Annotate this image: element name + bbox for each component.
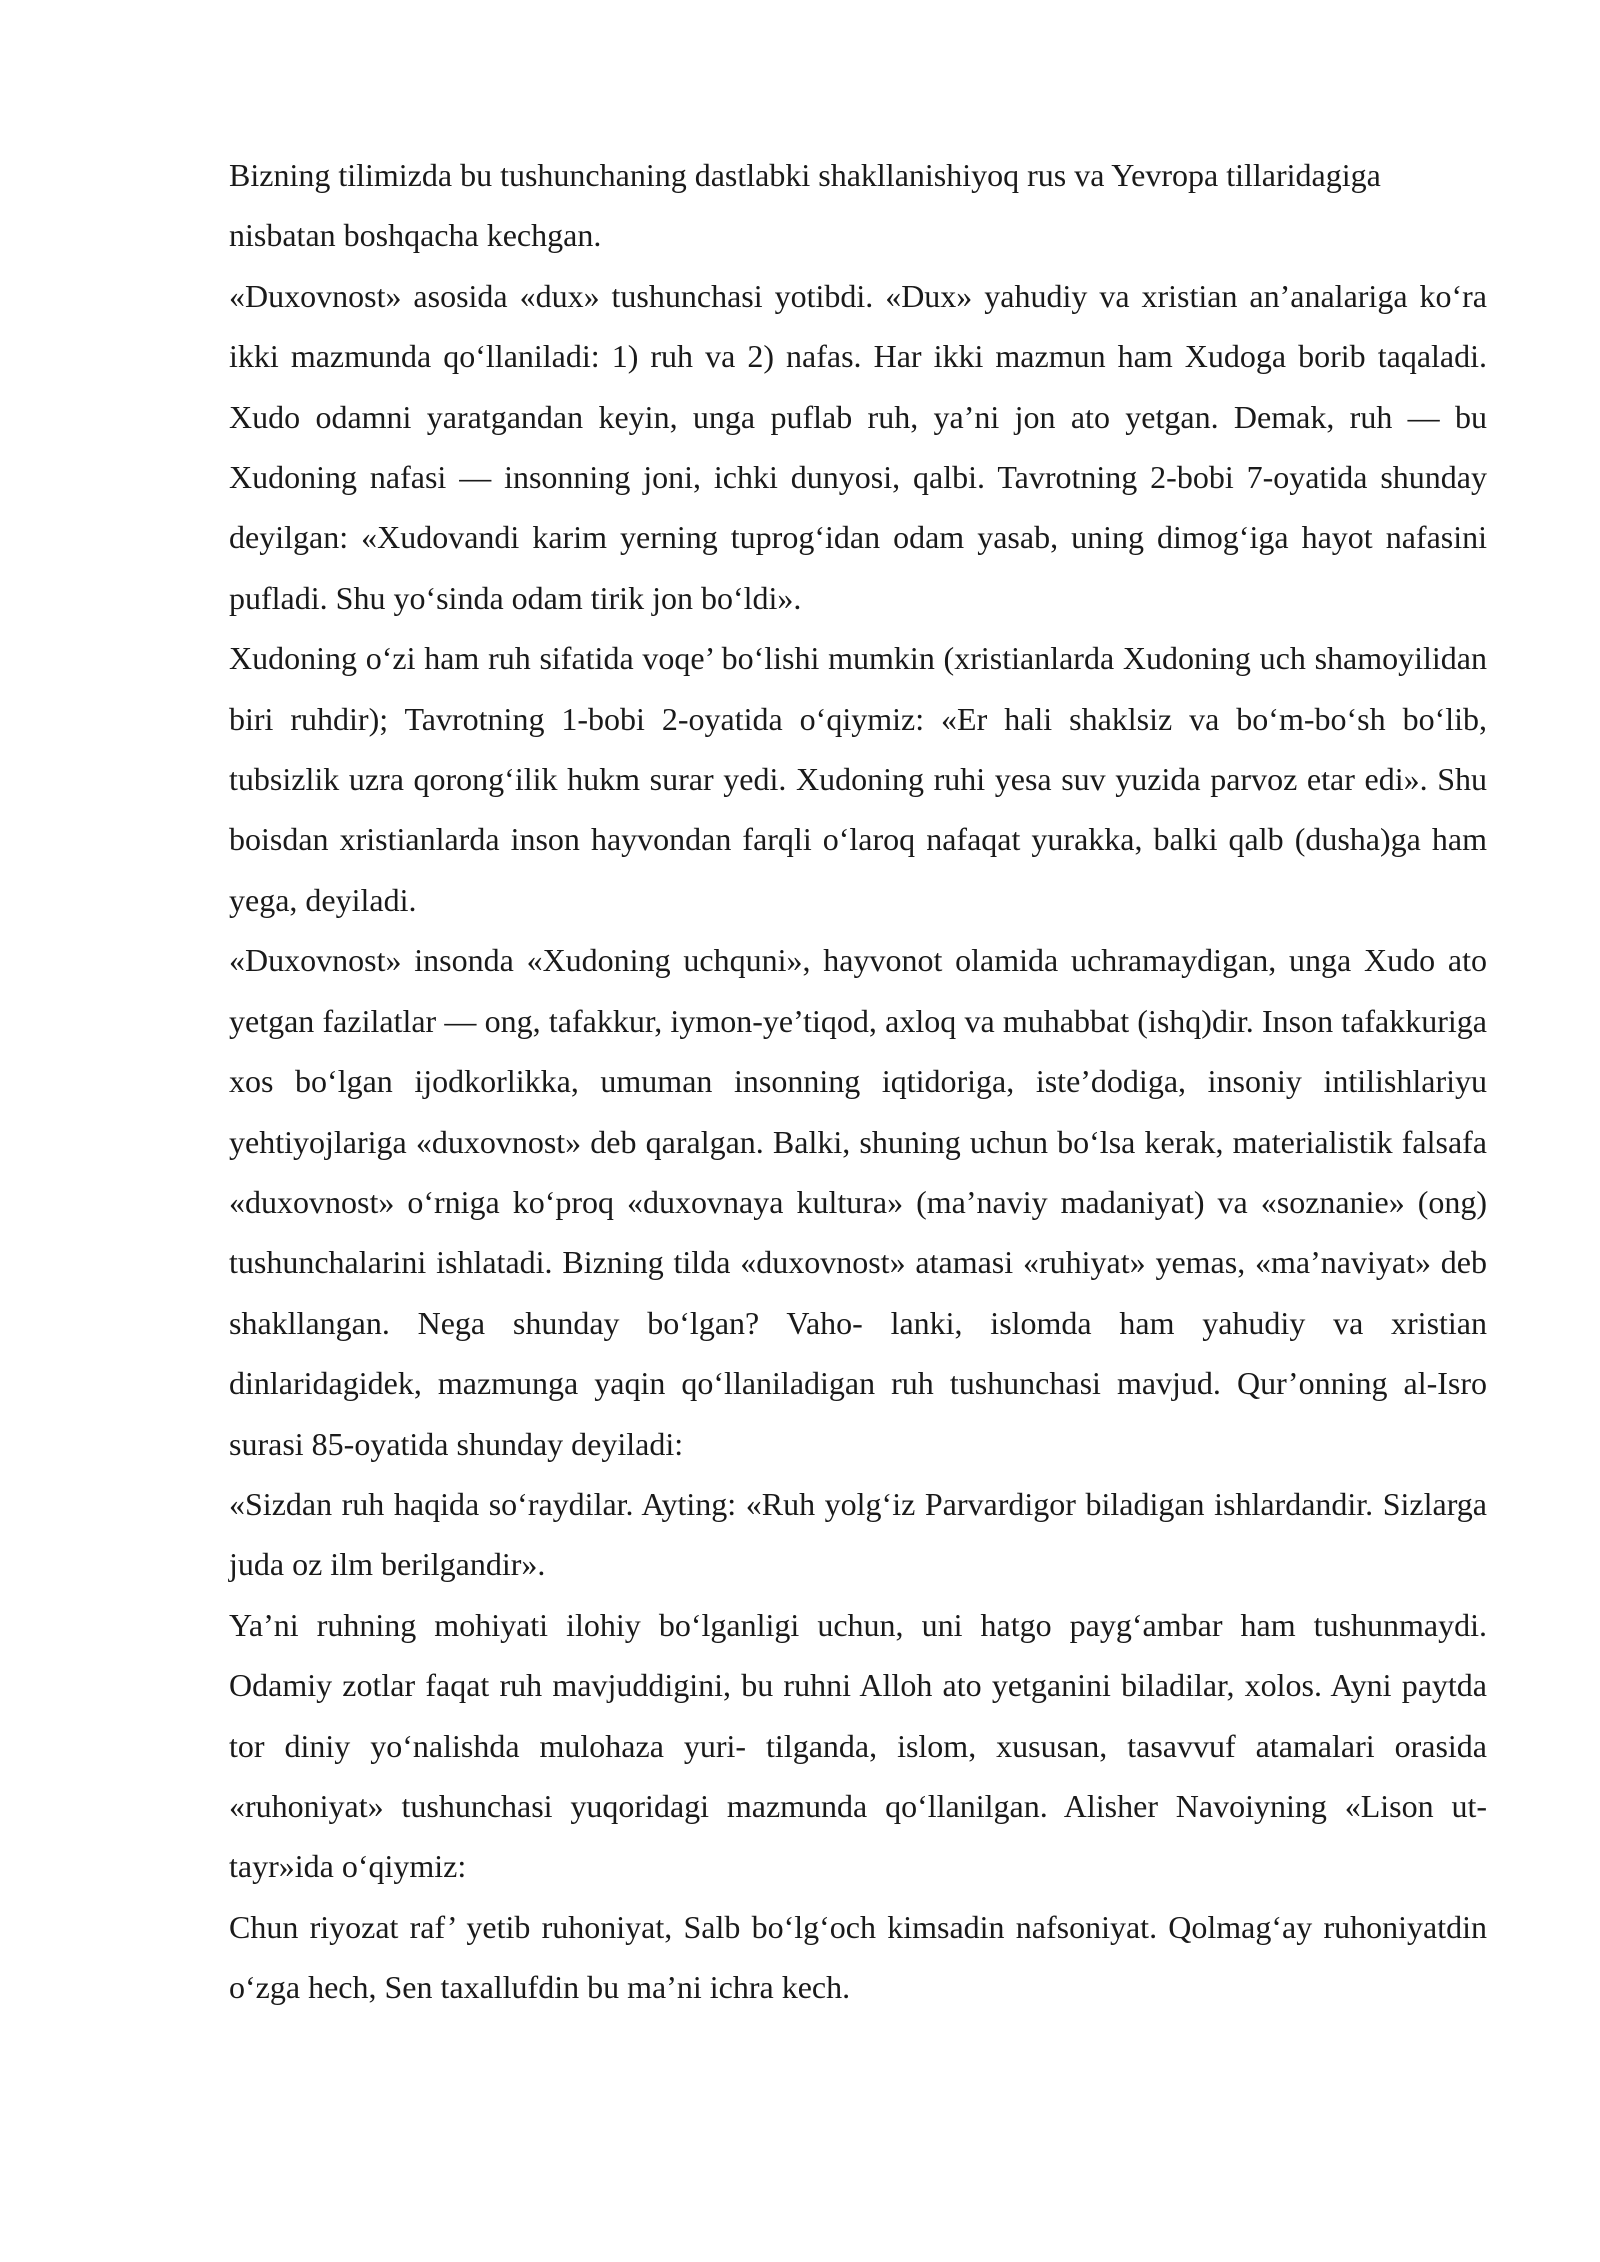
quote-paragraph: «Sizdan ruh haqida so‘raydilar. Ayting: «Ruh yolg‘iz Parvardigor biladigan ishlardandir. Sizlarga juda oz ilm berilgandir».: [229, 1485, 1487, 1583]
paragraph-3: Xudoning o‘zi ham ruh sifatida voqe’ bo‘lishi mumkin (xristianlarda Xudoning uch shamoyilidan biri ruhdir); Tavrotning 1-bobi 2-oyatida o‘qiymiz: «Er hali shaklsiz va bo‘m-bo‘sh bo‘lib, tubsizlik uzra qorong‘ilik hukm surar yedi. Xudoning ruhi yesa suv yuzida parvoz etar edi». Shu boisdan xristianlarda inson hayvondan farqli o‘laroq nafaqat yurakka, balki qalb (dusha)ga ham yega, deyiladi.: [229, 640, 1487, 918]
paragraph-4: «Duxovnost» insonda «Xudoning uchquni», hayvonot olamida uchramaydigan, unga Xudo ato yetgan fazilatlar — ong, tafakkur, iymon-ye’tiqod, axloq va muhabbat (ishq)dir. Inson tafakkuriga xos bo‘lgan ijodkorlikka, umuman insonning iqtidoriga, iste’dodiga, insoniy intilishlariyu yehtiyojlariga «duxovnost» deb qaralgan. Balki, shuning uchun bo‘lsa kerak, materialistik falsafa «duxovnost» o‘rniga ko‘proq «duxovnaya kultura» (ma’naviy madaniyat) va «soznanie» (ong) tushunchalarini ishlatadi. Bizning tilda «duxovnost» atamasi «ruhiyat» yemas, «ma’naviyat» deb shakllangan. Nega shunday bo‘lgan? Vaho- lanki, islomda ham yahudiy va xristian dinlaridagidek, mazmunga yaqin qo‘llaniladigan ruh tushunchasi mavjud. Qur’onning al-Isro surasi 85-oyatida shunday deyiladi:: [229, 942, 1487, 1462]
paragraph-2: «Duxovnost» asosida «dux» tushunchasi yotibdi. «Dux» yahudiy va xristian an’analariga ko‘ra ikki mazmunda qo‘llaniladi: 1) ruh va 2) nafas. Har ikki mazmun ham Xudoga borib taqaladi. Xudo odamni yaratgandan keyin, unga puflab ruh, ya’ni jon ato yetgan. Demak, ruh — bu Xudoning nafasi — insonning joni, ichki dunyosi, qalbi. Tavrotning 2-bobi 7-oyatida shunday deyilgan: «Xudovandi karim yerning tuprog‘idan odam yasab, uning dimog‘iga hayot nafasini pufladi. Shu yo‘sinda odam tirik jon bo‘ldi».: [229, 277, 1487, 616]
paragraph-1: Bizning tilimizda bu tushunchaning dastlabki shakllanishiyoq rus va Yevropa tillaridagiga nisbatan boshqacha kechgan.: [229, 157, 1381, 254]
document-body: [229, 145, 1487, 2018]
verse-paragraph: Chun riyozat raf’ yetib ruhoniyat, Salb bo‘lg‘och kimsadin nafsoniyat. Qolmag‘ay ruhoniyatdin o‘zga hech, Sen taxallufdin bu ma’ni ichra kech.: [229, 1908, 1487, 2006]
paragraph-6: Ya’ni ruhning mohiyati ilohiy bo‘lganligi uchun, uni hatgo payg‘ambar ham tushunmaydi. Odamiy zotlar faqat ruh mavjuddigini, bu ruhni Alloh ato yetganini biladilar, xolos. Ayni paytda tor diniy yo‘nalishda mulohaza yuri- tilganda, islom, xususan, tasavvuf atamalari orasida «ruhoniyat» tushunchasi yuqoridagi mazmunda qo‘llanilgan. Alisher Navoiyning «Lison ut-tayr»ida o‘qiymiz:: [229, 1606, 1487, 1885]
